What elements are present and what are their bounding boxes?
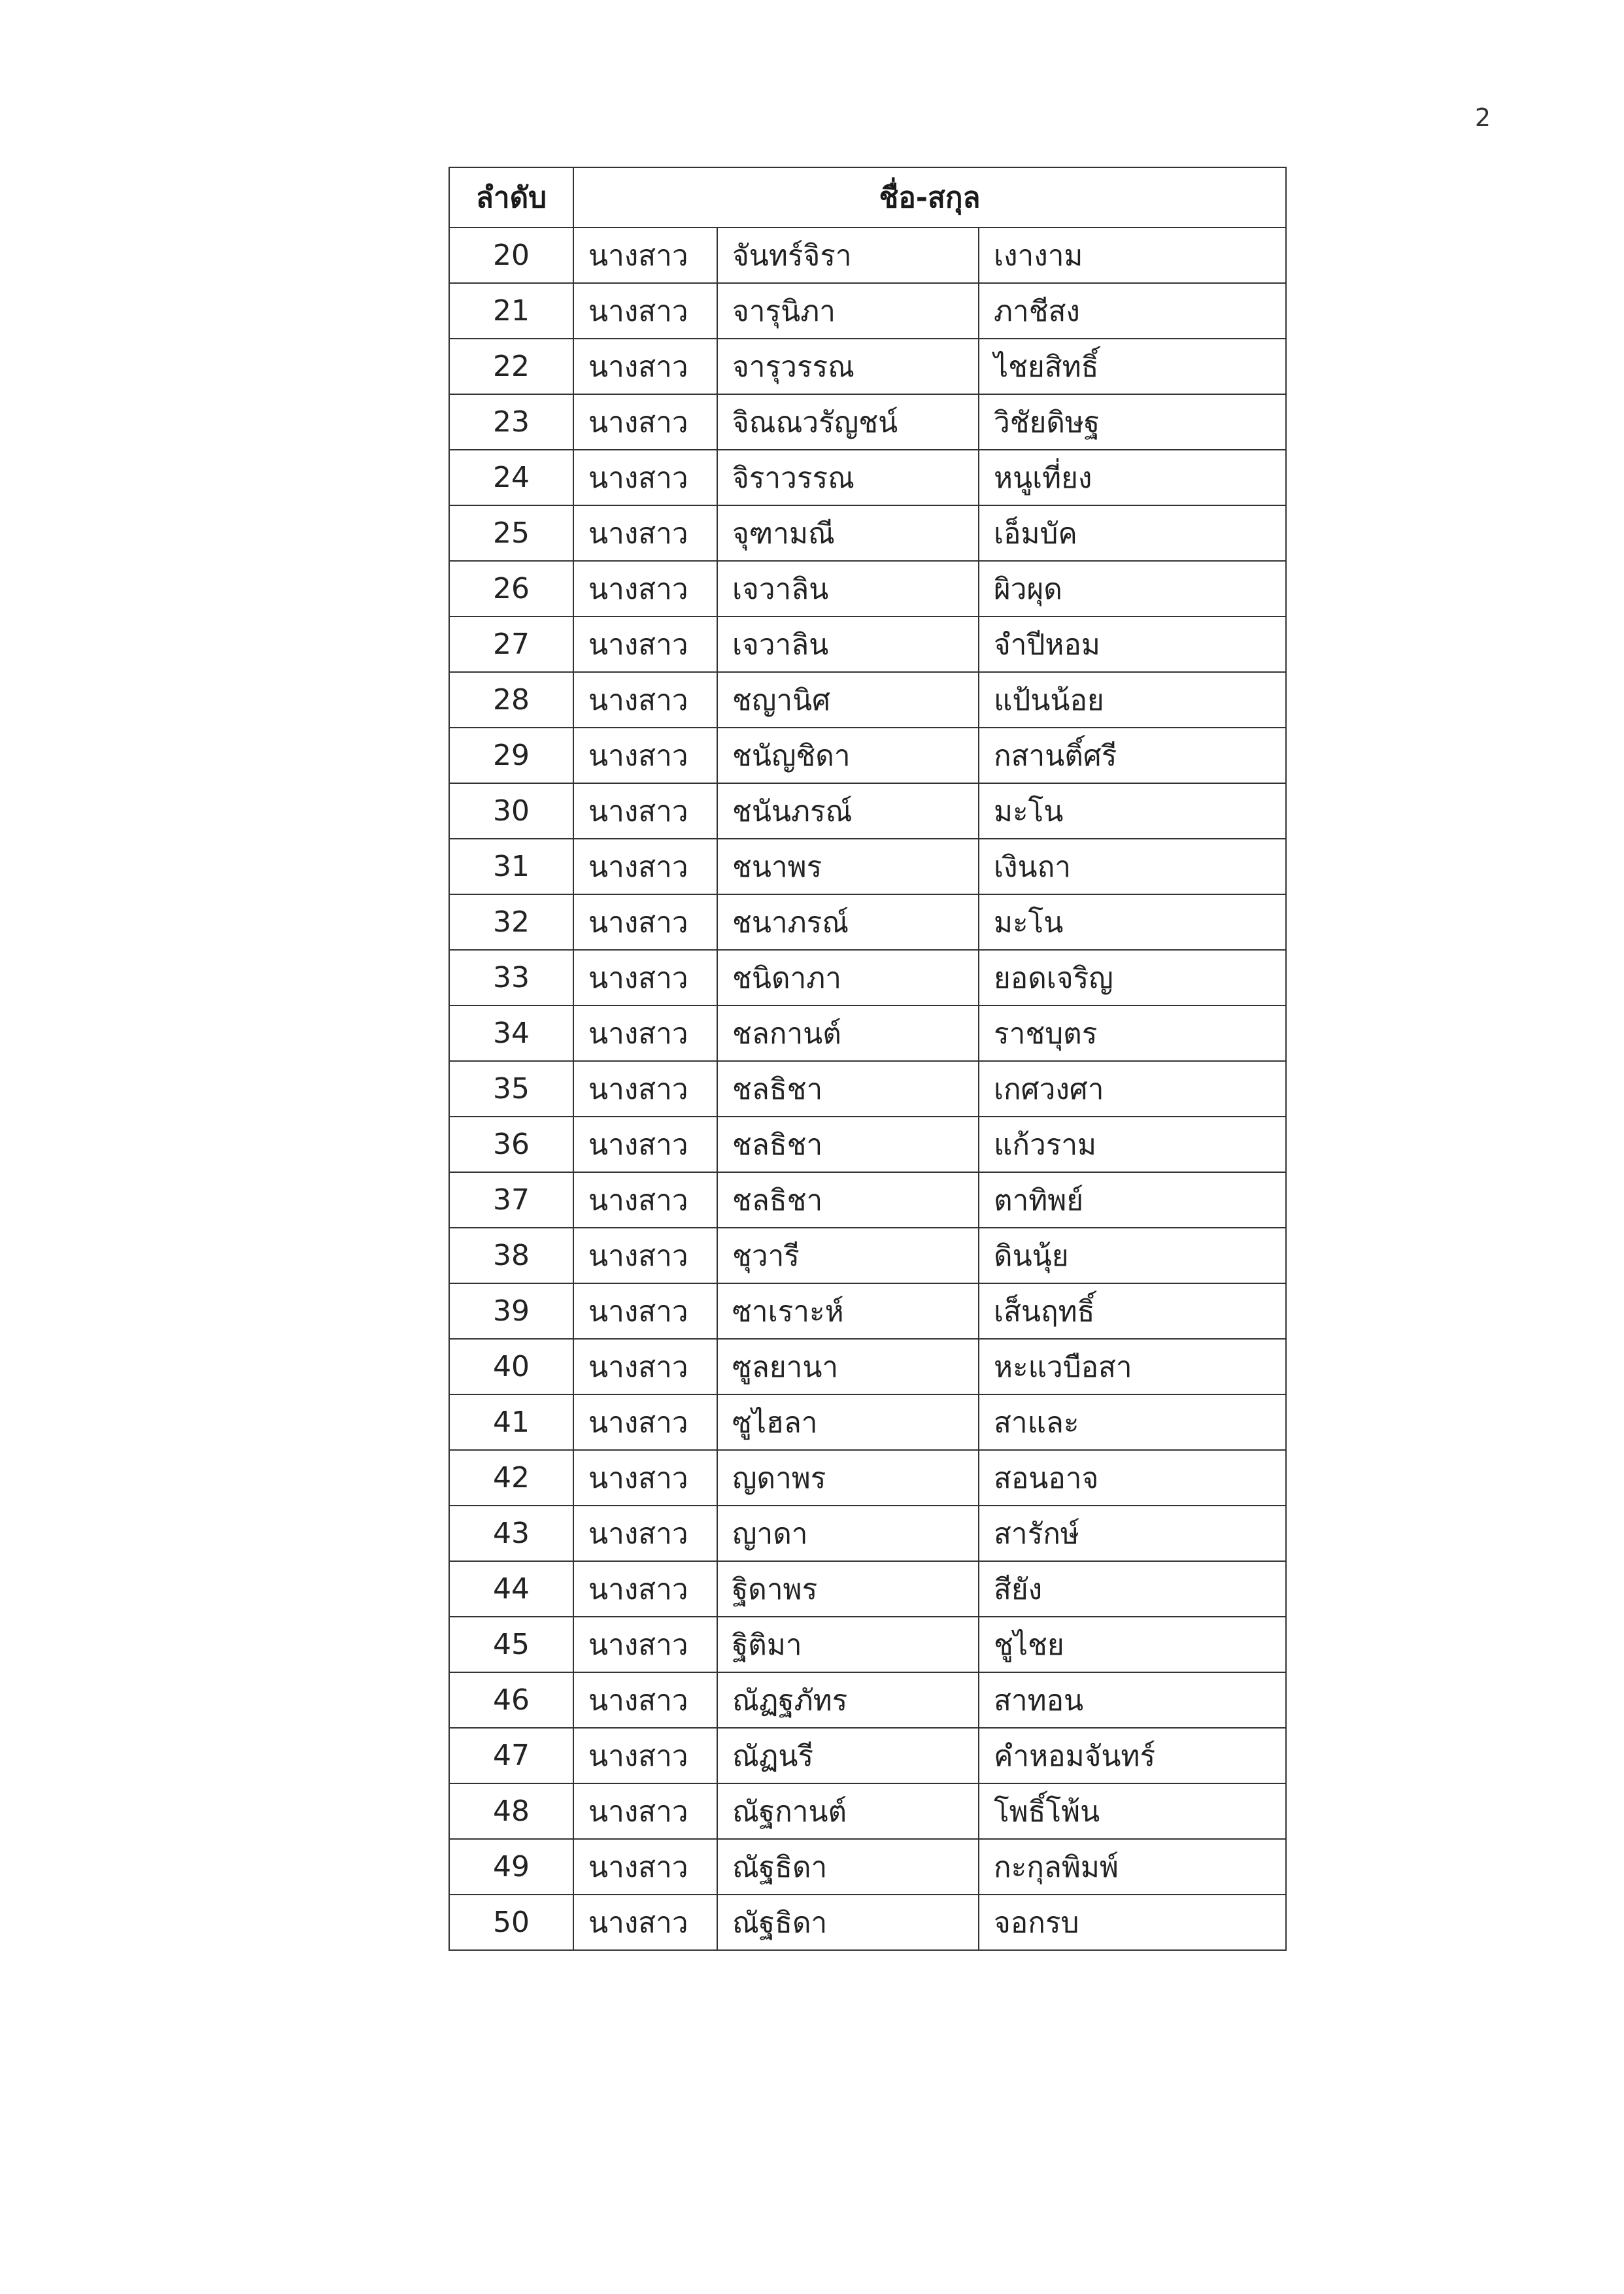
row-last-name: ราชบุตร [979, 1005, 1286, 1061]
row-first-name: ชลกานต์ [717, 1005, 979, 1061]
row-first-name: จิราวรรณ [717, 450, 979, 505]
row-number: 27 [449, 616, 573, 672]
table-row [449, 1783, 1286, 1839]
row-number: 46 [449, 1672, 573, 1728]
row-number: 40 [449, 1339, 573, 1394]
row-first-name: ชนัญชิดา [717, 728, 979, 783]
row-title: นางสาว [573, 839, 717, 894]
table-row [449, 283, 1286, 339]
name-list-table [448, 167, 1287, 1951]
row-first-name: ญาดา [717, 1506, 979, 1561]
table-row [449, 839, 1286, 894]
row-title: นางสาว [573, 394, 717, 450]
row-title: นางสาว [573, 616, 717, 672]
table-row [449, 1728, 1286, 1783]
table-row [449, 616, 1286, 672]
page-number: 2 [1474, 103, 1491, 132]
row-last-name: โพธิ์โพ้น [979, 1783, 1286, 1839]
table-row [449, 894, 1286, 950]
row-number: 28 [449, 672, 573, 728]
row-first-name: ซูลยานา [717, 1339, 979, 1394]
row-title: นางสาว [573, 561, 717, 616]
row-last-name: แป้นน้อย [979, 672, 1286, 728]
row-number: 49 [449, 1839, 573, 1895]
table-row [449, 1895, 1286, 1950]
row-first-name: จุฑามณี [717, 505, 979, 561]
row-title: นางสาว [573, 1172, 717, 1228]
row-number: 32 [449, 894, 573, 950]
row-number: 50 [449, 1895, 573, 1950]
row-first-name: จิณณวรัญชน์ [717, 394, 979, 450]
row-number: 47 [449, 1728, 573, 1783]
row-first-name: ณัฐธิดา [717, 1895, 979, 1950]
table-row [449, 1339, 1286, 1394]
table-row [449, 339, 1286, 394]
row-title: นางสาว [573, 283, 717, 339]
row-last-name: คำหอมจันทร์ [979, 1728, 1286, 1783]
row-title: นางสาว [573, 1450, 717, 1506]
table-row [449, 1283, 1286, 1339]
row-last-name: เงางาม [979, 228, 1286, 283]
header-order: ลำดับ [449, 167, 573, 228]
row-number: 37 [449, 1172, 573, 1228]
row-last-name: เส็นฤทธิ์ [979, 1283, 1286, 1339]
table-row [449, 950, 1286, 1005]
row-last-name: ยอดเจริญ [979, 950, 1286, 1005]
row-title: นางสาว [573, 1561, 717, 1617]
row-last-name: เกศวงศา [979, 1061, 1286, 1117]
row-first-name: เจวาลิน [717, 561, 979, 616]
row-title: นางสาว [573, 1061, 717, 1117]
row-last-name: วิชัยดิษฐ [979, 394, 1286, 450]
table-header-row [449, 167, 1286, 228]
row-number: 25 [449, 505, 573, 561]
row-title: นางสาว [573, 1339, 717, 1394]
row-number: 23 [449, 394, 573, 450]
row-number: 48 [449, 1783, 573, 1839]
row-last-name: หนูเที่ยง [979, 450, 1286, 505]
row-last-name: สารักษ์ [979, 1506, 1286, 1561]
row-last-name: จำปีหอม [979, 616, 1286, 672]
row-number: 29 [449, 728, 573, 783]
table-row [449, 1172, 1286, 1228]
table-body [449, 228, 1286, 1950]
row-first-name: จารุนิภา [717, 283, 979, 339]
table-row [449, 1394, 1286, 1450]
row-title: นางสาว [573, 1394, 717, 1450]
table-row [449, 1672, 1286, 1728]
row-last-name: หะแวบือสา [979, 1339, 1286, 1394]
table-row [449, 450, 1286, 505]
row-title: นางสาว [573, 1728, 717, 1783]
row-last-name: เงินถา [979, 839, 1286, 894]
row-last-name: กะกุลพิมพ์ [979, 1839, 1286, 1895]
row-last-name: สียัง [979, 1561, 1286, 1617]
table-row [449, 561, 1286, 616]
row-last-name: ดินนุ้ย [979, 1228, 1286, 1283]
row-last-name: สอนอาจ [979, 1450, 1286, 1506]
table-row [449, 1061, 1286, 1117]
row-first-name: ชนิดาภา [717, 950, 979, 1005]
row-first-name: จันทร์จิรา [717, 228, 979, 283]
row-first-name: ชนันภรณ์ [717, 783, 979, 839]
row-number: 38 [449, 1228, 573, 1283]
row-number: 39 [449, 1283, 573, 1339]
table-row [449, 1561, 1286, 1617]
row-number: 33 [449, 950, 573, 1005]
row-first-name: ญดาพร [717, 1450, 979, 1506]
table-row [449, 1450, 1286, 1506]
row-first-name: ณัฐธิดา [717, 1839, 979, 1895]
row-number: 41 [449, 1394, 573, 1450]
row-first-name: ชนาภรณ์ [717, 894, 979, 950]
row-last-name: สาและ [979, 1394, 1286, 1450]
table-row [449, 1005, 1286, 1061]
row-first-name: จารุวรรณ [717, 339, 979, 394]
row-number: 42 [449, 1450, 573, 1506]
row-title: นางสาว [573, 1228, 717, 1283]
row-first-name: ชุวารี [717, 1228, 979, 1283]
header-name: ชื่อ-สกุล [573, 167, 1286, 228]
row-title: นางสาว [573, 783, 717, 839]
row-last-name: ไชยสิทธิ์ [979, 339, 1286, 394]
table-row [449, 728, 1286, 783]
table-row [449, 505, 1286, 561]
row-number: 36 [449, 1117, 573, 1172]
row-last-name: สาทอน [979, 1672, 1286, 1728]
row-number: 20 [449, 228, 573, 283]
row-last-name: แก้วราม [979, 1117, 1286, 1172]
row-number: 31 [449, 839, 573, 894]
row-title: นางสาว [573, 728, 717, 783]
table-row [449, 1117, 1286, 1172]
row-first-name: ชลธิชา [717, 1172, 979, 1228]
row-title: นางสาว [573, 1617, 717, 1672]
table-row [449, 1839, 1286, 1895]
table-row [449, 228, 1286, 283]
row-last-name: ชูไชย [979, 1617, 1286, 1672]
row-number: 26 [449, 561, 573, 616]
row-title: นางสาว [573, 450, 717, 505]
row-title: นางสาว [573, 1005, 717, 1061]
row-number: 22 [449, 339, 573, 394]
row-last-name: มะโน [979, 894, 1286, 950]
table-row [449, 783, 1286, 839]
table-row [449, 1228, 1286, 1283]
table-row [449, 1617, 1286, 1672]
row-first-name: ฐิติมา [717, 1617, 979, 1672]
row-title: นางสาว [573, 1117, 717, 1172]
row-first-name: ซาเราะห์ [717, 1283, 979, 1339]
row-title: นางสาว [573, 228, 717, 283]
row-number: 43 [449, 1506, 573, 1561]
row-first-name: ณัฏฐภัทร [717, 1672, 979, 1728]
row-title: นางสาว [573, 1672, 717, 1728]
row-first-name: ชนาพร [717, 839, 979, 894]
row-last-name: ตาทิพย์ [979, 1172, 1286, 1228]
row-number: 44 [449, 1561, 573, 1617]
row-last-name: จอกรบ [979, 1895, 1286, 1950]
row-first-name: ฐิดาพร [717, 1561, 979, 1617]
row-title: นางสาว [573, 339, 717, 394]
row-title: นางสาว [573, 1783, 717, 1839]
row-number: 24 [449, 450, 573, 505]
row-title: นางสาว [573, 505, 717, 561]
row-last-name: ภาชีสง [979, 283, 1286, 339]
row-first-name: ซูไฮลา [717, 1394, 979, 1450]
row-title: นางสาว [573, 1839, 717, 1895]
row-title: นางสาว [573, 1895, 717, 1950]
row-last-name: กสานติ์ศรี [979, 728, 1286, 783]
row-first-name: ณัฏนรี [717, 1728, 979, 1783]
row-number: 45 [449, 1617, 573, 1672]
row-number: 21 [449, 283, 573, 339]
row-last-name: ผิวผุด [979, 561, 1286, 616]
row-last-name: เอ็มบัค [979, 505, 1286, 561]
row-number: 34 [449, 1005, 573, 1061]
table-row [449, 1506, 1286, 1561]
row-first-name: ชญานิศ [717, 672, 979, 728]
row-first-name: ชลธิชา [717, 1061, 979, 1117]
row-title: นางสาว [573, 1283, 717, 1339]
row-first-name: เจวาลิน [717, 616, 979, 672]
row-number: 35 [449, 1061, 573, 1117]
table-row [449, 672, 1286, 728]
table-row [449, 394, 1286, 450]
row-first-name: ณัฐกานต์ [717, 1783, 979, 1839]
row-title: นางสาว [573, 672, 717, 728]
row-first-name: ชลธิชา [717, 1117, 979, 1172]
row-last-name: มะโน [979, 783, 1286, 839]
row-title: นางสาว [573, 1506, 717, 1561]
row-title: นางสาว [573, 894, 717, 950]
row-title: นางสาว [573, 950, 717, 1005]
row-number: 30 [449, 783, 573, 839]
